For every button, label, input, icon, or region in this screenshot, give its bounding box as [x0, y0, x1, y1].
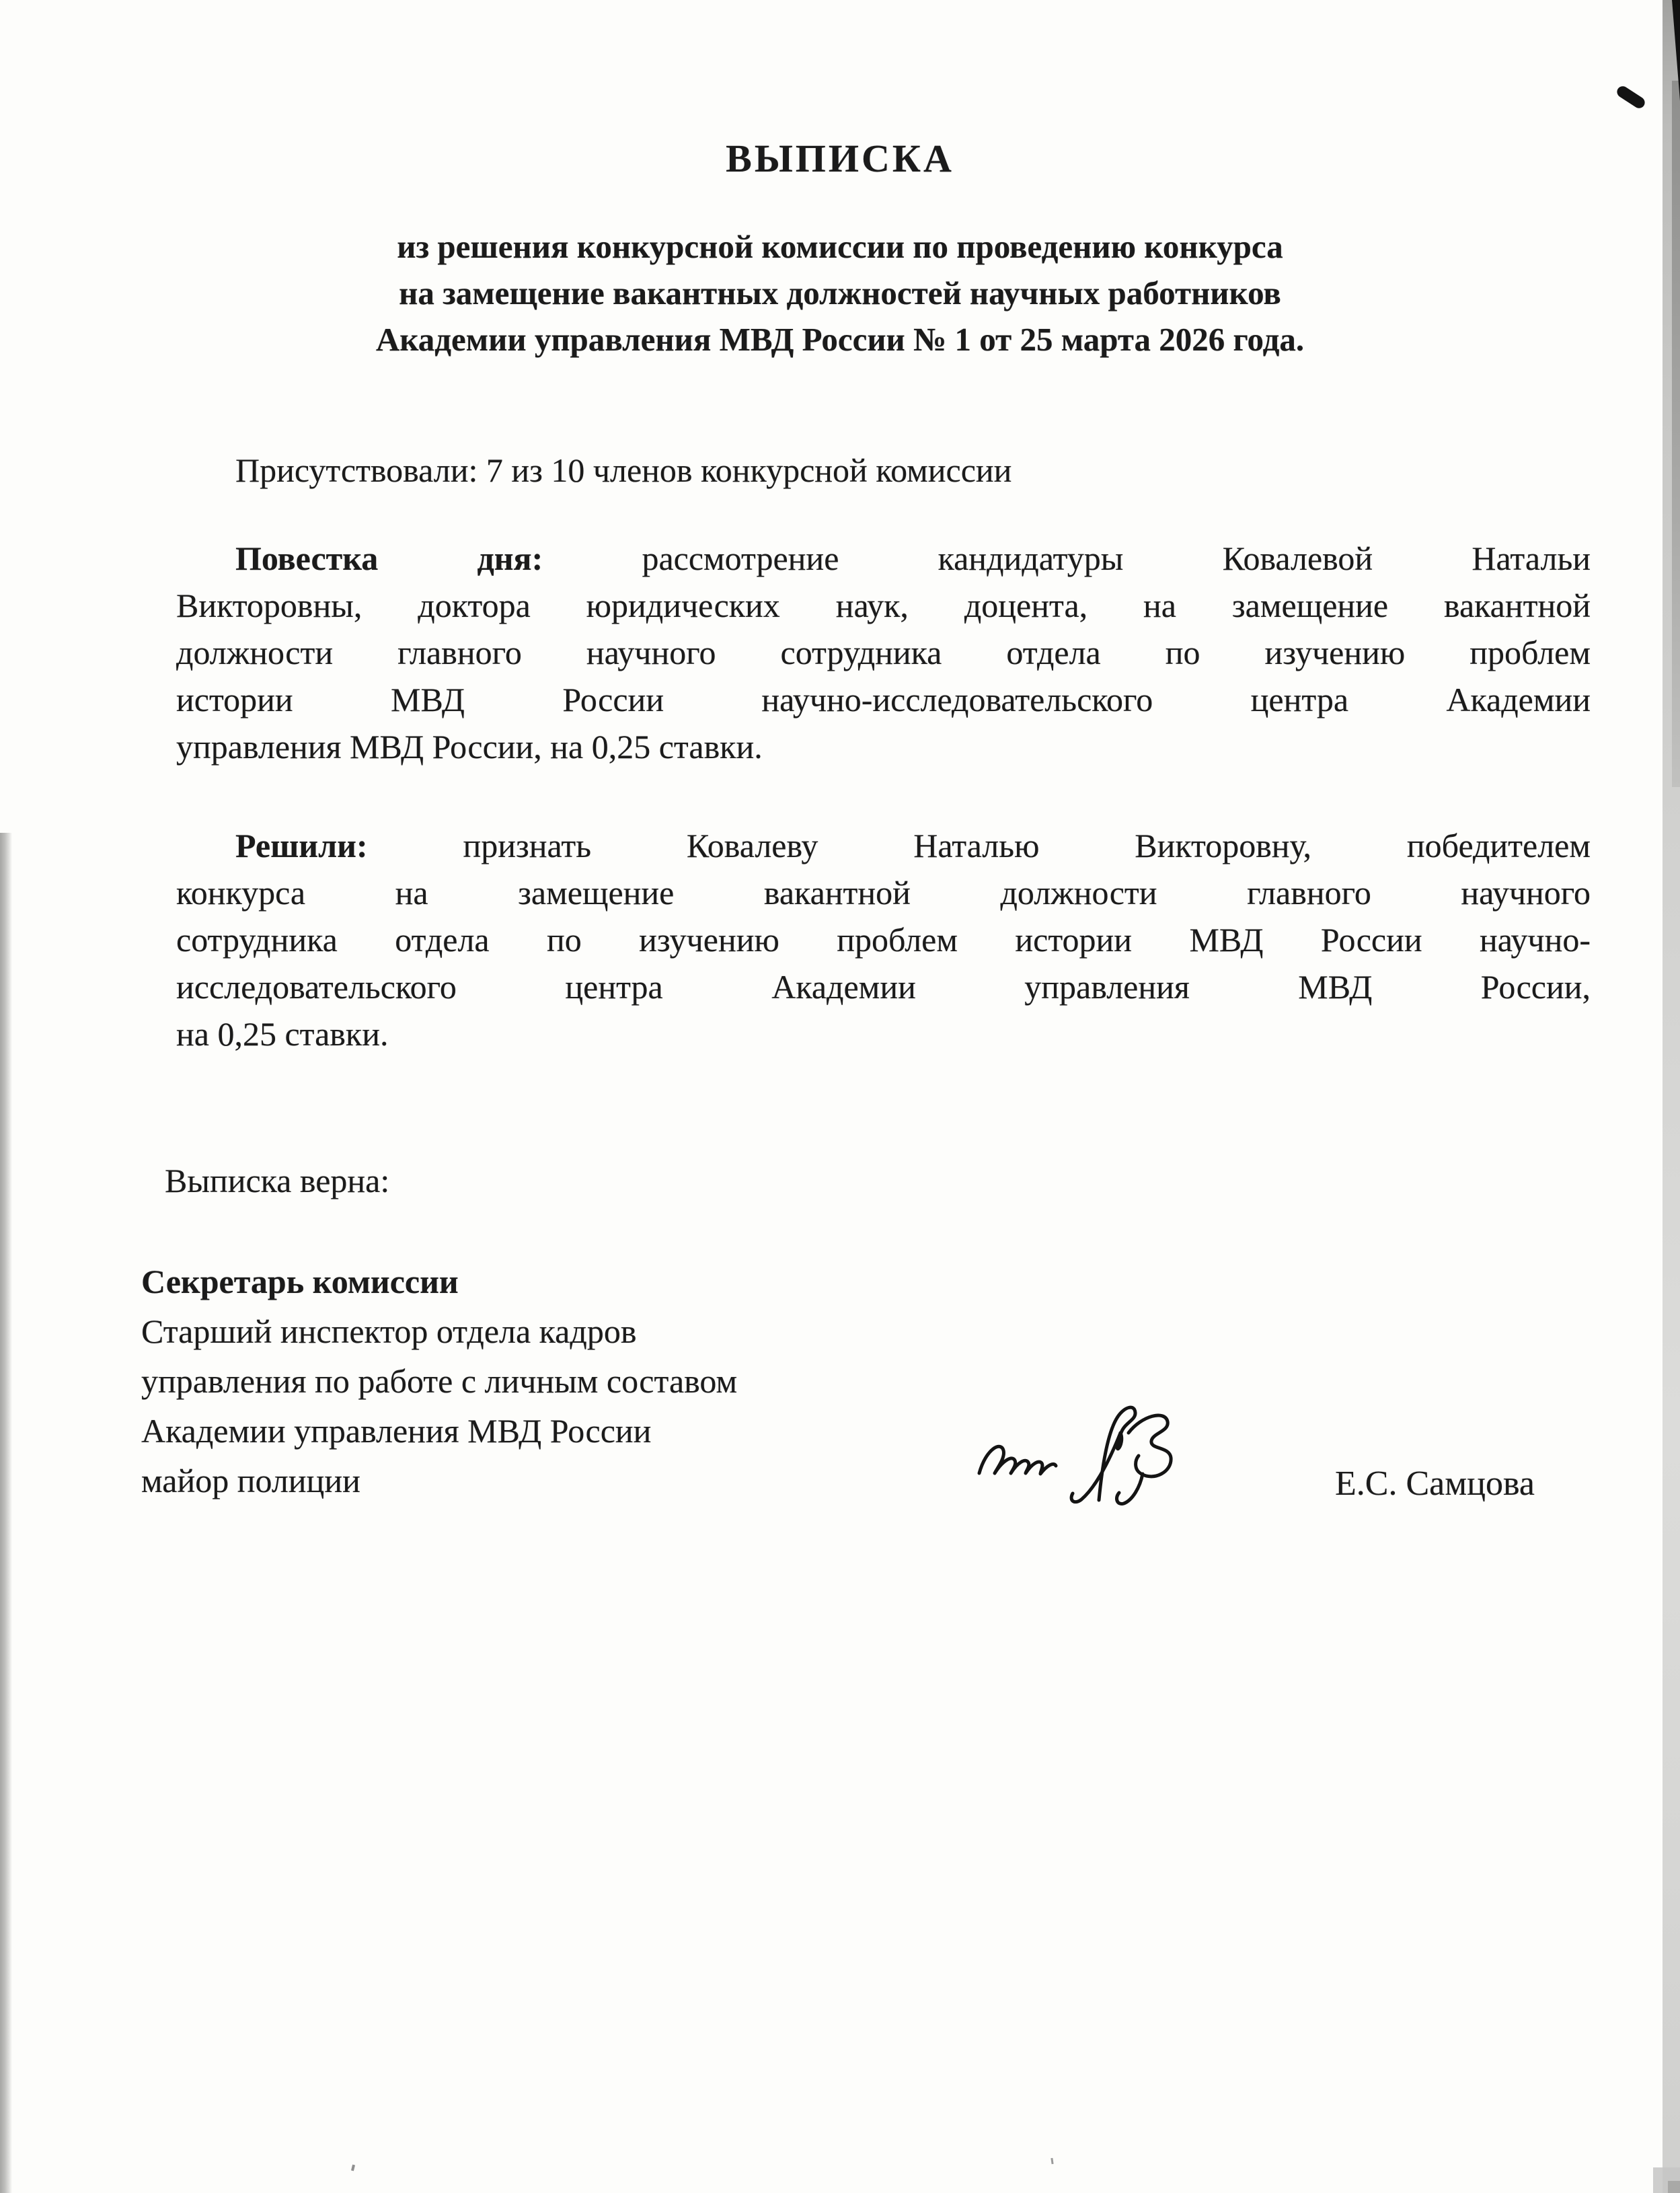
scan-edge-artifact-right: [1663, 0, 1680, 2193]
scan-edge-artifact-left: [0, 833, 12, 2193]
scan-edge-artifact-right-inner: [1672, 81, 1680, 787]
signatory-role-line: Старший инспектор отдела кадров: [141, 1312, 637, 1350]
paragraph-line: управления МВД России, на 0,25 ставки.: [176, 728, 763, 766]
signatory-role-line: Академии управления МВД России: [141, 1412, 652, 1450]
agenda-label: Повестка дня:: [235, 540, 543, 577]
subtitle-line: из решения конкурсной комиссии по проведению конкурса: [397, 228, 1283, 265]
paragraph-line: должности главного научного сотрудника отдела по изучению проблем: [176, 634, 1591, 671]
decision-paragraph: [176, 822, 1591, 1057]
scan-corner-artifact-dark: [1668, 2181, 1680, 2193]
decision-line-rest: признать Ковалеву Наталью Викторовну, победителем: [367, 827, 1591, 864]
agenda-paragraph: [176, 535, 1591, 770]
decision-label: Решили:: [235, 827, 368, 864]
scan-speck: [1051, 2158, 1053, 2164]
attendance-line: Присутствовали: 7 из 10 членов конкурсной комиссии: [235, 451, 1012, 489]
paragraph-line: [176, 535, 1591, 582]
document-subtitle: [134, 223, 1546, 363]
paragraph-line: исследовательского центра Академии управления МВД России,: [176, 968, 1591, 1006]
paragraph-line: [176, 822, 1591, 869]
subtitle-line: на замещение вакантных должностей научных работников: [399, 274, 1281, 311]
signatory-name: Е.С. Самцова: [1335, 1464, 1535, 1503]
pen-mark: [1615, 84, 1647, 110]
signatory-role-title: Секретарь комиссии: [141, 1263, 459, 1300]
paragraph-line: сотрудника отдела по изучению проблем истории МВД России научно-: [176, 921, 1591, 959]
handwritten-signature: [967, 1398, 1229, 1516]
scan-speck: [351, 2165, 355, 2171]
paragraph-line: истории МВД России научно-исследовательского центра Академии: [176, 681, 1591, 718]
agenda-line-rest: рассмотрение кандидатуры Ковалевой Натальи: [543, 540, 1591, 577]
paragraph-line: Викторовны, доктора юридических наук, доцента, на замещение вакантной: [176, 587, 1591, 624]
signatory-role-line: управления по работе с личным составом: [141, 1362, 738, 1400]
paragraph-line: на 0,25 ставки.: [176, 1015, 389, 1053]
subtitle-line: Академии управления МВД России № 1 от 25 марта 2026 года.: [375, 321, 1305, 358]
signatory-role-line: майор полиции: [141, 1462, 360, 1499]
paragraph-line: конкурса на замещение вакантной должности главного научного: [176, 874, 1591, 912]
certification-line: Выписка верна:: [165, 1162, 390, 1199]
signatory-block: [141, 1257, 982, 1506]
document-title: ВЫПИСКА: [726, 137, 954, 180]
